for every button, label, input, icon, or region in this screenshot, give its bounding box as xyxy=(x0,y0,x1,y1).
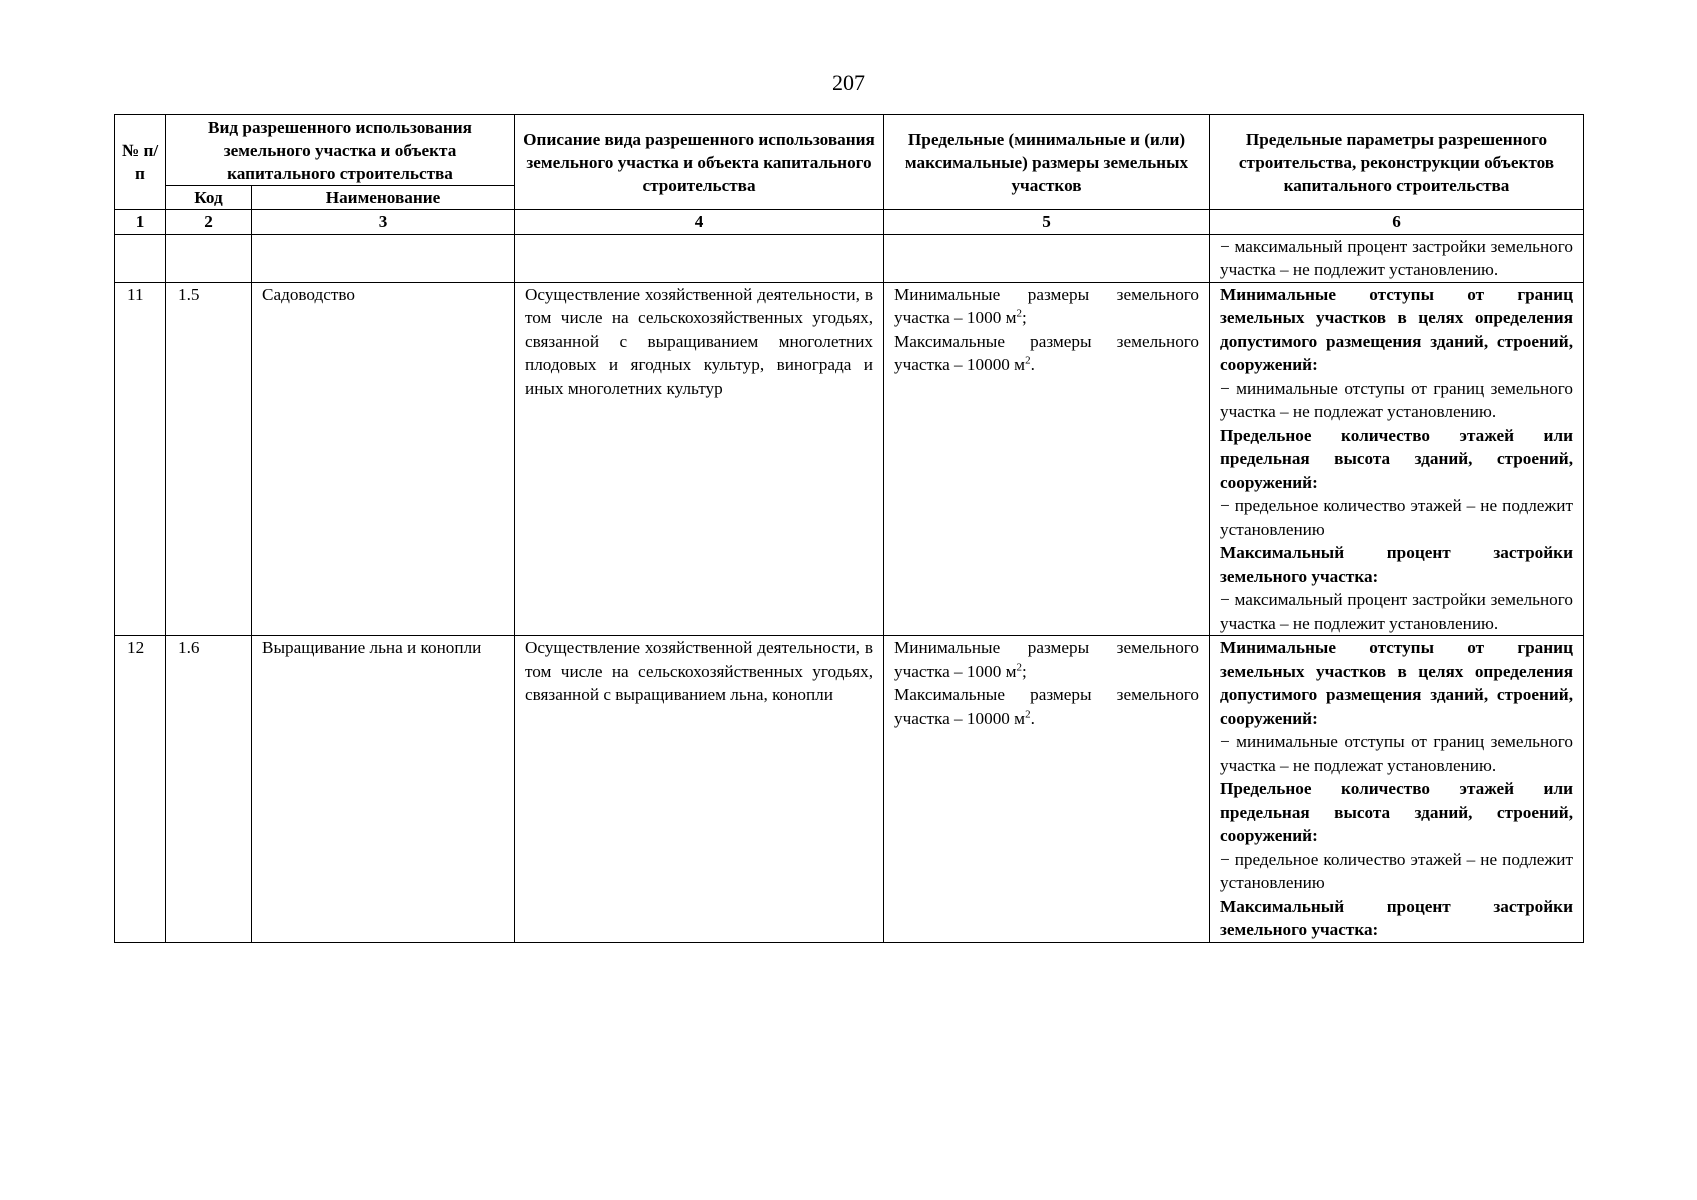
row-code: 1.6 xyxy=(166,636,252,943)
params-heading: Минимальные отступы от границ земельных участков в целях определения допустимого размещения зданий, строений, сооружений: xyxy=(1220,638,1573,728)
params-text: − максимальный процент застройки земельного участка – не подлежит установлению. xyxy=(1220,236,1573,279)
cell-name xyxy=(252,234,515,282)
params-heading: Максимальный процент застройки земельного участка: xyxy=(1220,543,1573,586)
params-heading: Минимальные отступы от границ земельных участков в целях определения допустимого размещения зданий, строений, сооружений: xyxy=(1220,284,1573,374)
size-max: Максимальные размеры земельного участка – 10000 м xyxy=(894,331,1199,374)
cell-code xyxy=(166,234,252,282)
params-text: − максимальный процент застройки земельного участка – не подлежит установлению. xyxy=(1220,590,1573,633)
size-min: Минимальные размеры земельного участка – 1000 м xyxy=(894,638,1199,681)
land-use-table xyxy=(114,114,1584,943)
size-min-end: ; xyxy=(1021,308,1027,327)
column-number: 1 xyxy=(115,210,166,235)
size-max: Максимальные размеры земельного участка – 10000 м xyxy=(894,685,1199,728)
page-number: 207 xyxy=(832,70,865,95)
cell-num xyxy=(115,234,166,282)
header-sizes: Предельные (минимальные и (или) максимальные) размеры земельных участков xyxy=(884,115,1210,210)
row-number: 11 xyxy=(115,282,166,636)
column-number: 5 xyxy=(884,210,1210,235)
size-max-end: . xyxy=(1030,708,1035,728)
row-code: 1.5 xyxy=(166,282,252,636)
table-row xyxy=(115,282,1584,636)
header-code: Код xyxy=(166,186,252,210)
row-description: Осуществление хозяйственной деятельности, в том числе на сельскохозяйственных угодьях, связанной с выращиванием многолетних плодовых и ягодных культур, винограда и иных многолетних культур xyxy=(515,282,884,636)
size-min-end: ; xyxy=(1021,661,1027,681)
size-min-sup: 2 xyxy=(1016,307,1022,320)
params-text: − предельное количество этажей – не подлежит установлению xyxy=(1220,496,1573,539)
row-name: Садоводство xyxy=(252,282,515,636)
size-min-sup: 2 xyxy=(1016,660,1022,673)
cell-description xyxy=(515,234,884,282)
header-num: № п/п xyxy=(115,115,166,210)
column-number: 2 xyxy=(166,210,252,235)
row-number: 12 xyxy=(115,636,166,943)
params-text: − минимальные отступы от границ земельного участка – не подлежат установлению. xyxy=(1220,732,1573,775)
header-row xyxy=(115,115,1584,186)
column-number-row xyxy=(115,210,1584,235)
size-max-sup: 2 xyxy=(1025,707,1031,720)
header-name: Наименование xyxy=(252,186,515,210)
row-params xyxy=(1210,636,1584,943)
size-min: Минимальные размеры земельного участка – 1000 м xyxy=(894,284,1199,327)
column-number: 3 xyxy=(252,210,515,235)
row-description: Осуществление хозяйственной деятельности, в том числе на сельскохозяйственных угодьях, связанной с выращиванием льна, конопли xyxy=(515,636,884,943)
cell-sizes xyxy=(884,234,1210,282)
column-number: 6 xyxy=(1210,210,1584,235)
params-heading: Максимальный процент застройки земельного участка: xyxy=(1220,896,1573,939)
params-text: − минимальные отступы от границ земельного участка – не подлежат установлению. xyxy=(1220,378,1573,421)
size-max-sup: 2 xyxy=(1025,354,1031,367)
table-row xyxy=(115,636,1584,943)
row-name: Выращивание льна и конопли xyxy=(252,636,515,943)
row-params xyxy=(1210,282,1584,636)
row-sizes xyxy=(884,636,1210,943)
header-vid-group: Вид разрешенного использования земельного участка и объекта капитального строительства xyxy=(166,115,515,186)
header-description: Описание вида разрешенного использования земельного участка и объекта капитального строительства xyxy=(515,115,884,210)
params-heading: Предельное количество этажей или предельная высота зданий, строений, сооружений: xyxy=(1220,779,1573,845)
size-max-end: . xyxy=(1030,355,1035,374)
column-number: 4 xyxy=(515,210,884,235)
continuation-row xyxy=(115,234,1584,282)
cell-params xyxy=(1210,234,1584,282)
header-params: Предельные параметры разрешенного строительства, реконструкции объектов капитального строительства xyxy=(1210,115,1584,210)
row-sizes xyxy=(884,282,1210,636)
params-heading: Предельное количество этажей или предельная высота зданий, строений, сооружений: xyxy=(1220,425,1573,492)
params-text: − предельное количество этажей – не подлежит установлению xyxy=(1220,849,1573,892)
